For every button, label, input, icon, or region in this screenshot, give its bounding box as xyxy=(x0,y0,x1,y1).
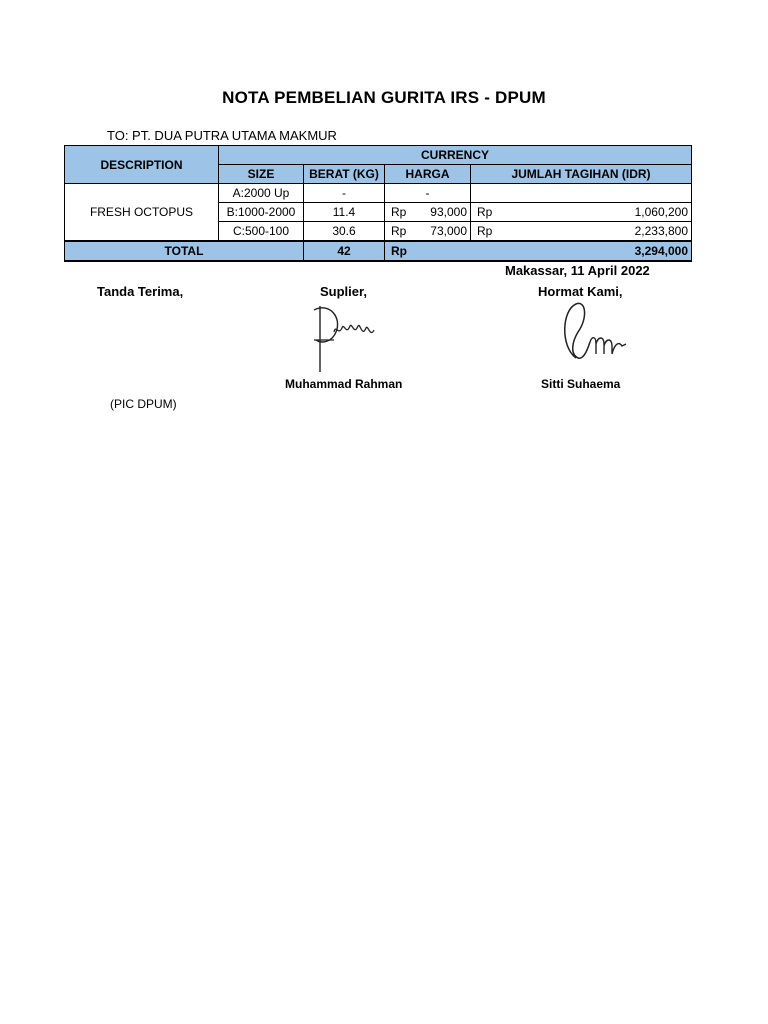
header-harga: HARGA xyxy=(385,165,471,184)
suplier-name: Muhammad Rahman xyxy=(285,377,403,391)
table-row xyxy=(65,184,692,203)
description-cell: FRESH OCTOPUS xyxy=(65,184,219,242)
berat-cell: - xyxy=(304,184,385,203)
hormat-name: Sitti Suhaema xyxy=(541,377,621,391)
total-berat: 42 xyxy=(304,241,385,261)
suplier-label: Suplier, xyxy=(320,284,367,299)
purchase-table xyxy=(64,145,692,262)
document-date: Makassar, 11 April 2022 xyxy=(505,263,650,278)
harga-cell: Rp 73,000 xyxy=(385,222,471,242)
header-jumlah: JUMLAH TAGIHAN (IDR) xyxy=(471,165,692,184)
total-row xyxy=(65,241,692,261)
header-description: DESCRIPTION xyxy=(65,146,219,184)
jumlah-cell: Rp 1,060,200 xyxy=(471,203,692,222)
harga-cell: Rp 93,000 xyxy=(385,203,471,222)
pic-label: (PIC DPUM) xyxy=(110,397,177,411)
jumlah-cell: Rp 2,233,800 xyxy=(471,222,692,242)
header-currency: CURRENCY xyxy=(219,146,692,165)
header-berat: BERAT (KG) xyxy=(304,165,385,184)
berat-cell: 11.4 xyxy=(304,203,385,222)
hormat-signature xyxy=(550,296,640,374)
jumlah-cell xyxy=(471,184,692,203)
berat-cell: 30.6 xyxy=(304,222,385,242)
size-cell: B:1000-2000 xyxy=(219,203,304,222)
header-size: SIZE xyxy=(219,165,304,184)
size-cell: A:2000 Up xyxy=(219,184,304,203)
total-label: TOTAL xyxy=(65,241,304,261)
size-cell: C:500-100 xyxy=(219,222,304,242)
hormat-kami-label: Hormat Kami, xyxy=(538,284,623,299)
document-title: NOTA PEMBELIAN GURITA IRS - DPUM xyxy=(222,88,546,107)
harga-cell: - xyxy=(385,184,471,203)
suplier-signature xyxy=(300,296,390,374)
tanda-terima-label: Tanda Terima, xyxy=(97,284,184,299)
total-jumlah: Rp 3,294,000 xyxy=(385,241,692,261)
recipient-line: TO: PT. DUA PUTRA UTAMA MAKMUR xyxy=(107,128,337,143)
